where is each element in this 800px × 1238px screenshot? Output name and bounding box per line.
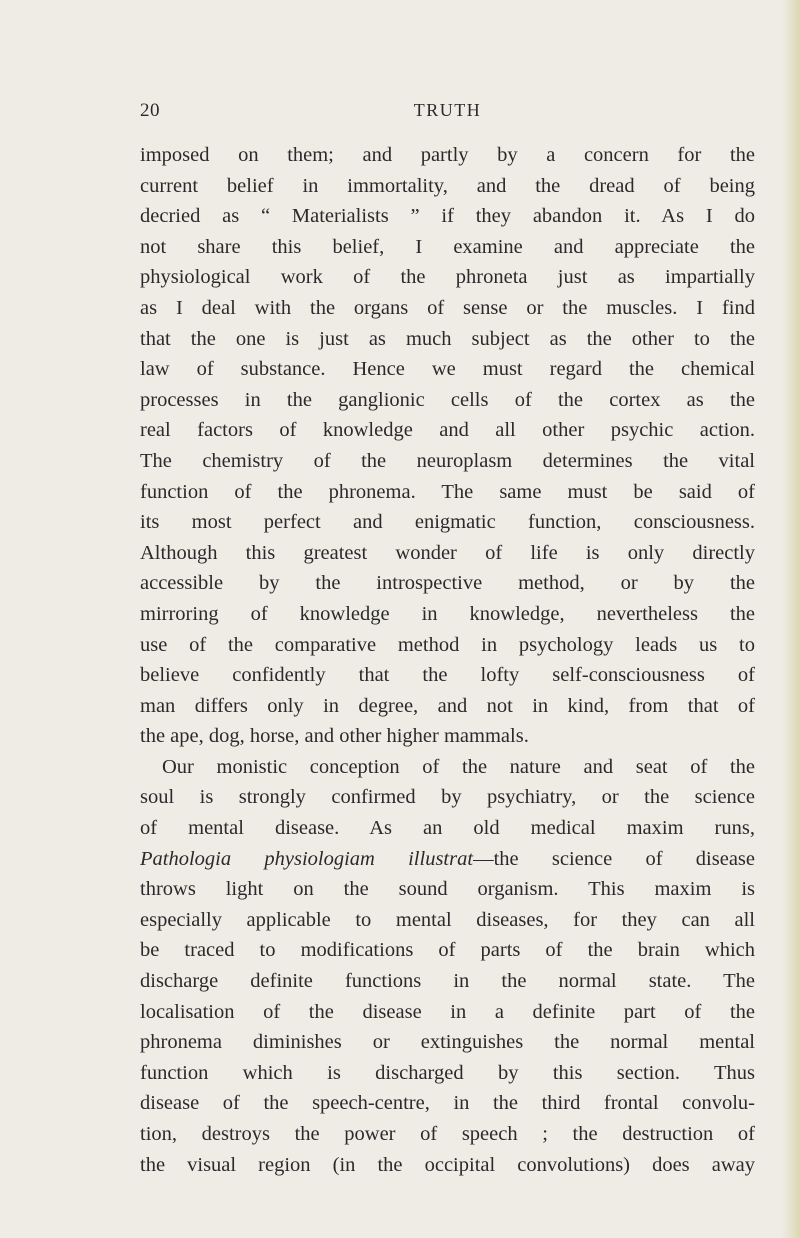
text-line: discharge definite functions in the normal state. The (140, 970, 755, 993)
running-title: TRUTH (413, 100, 482, 120)
text-line: disease of the speech-centre, in the third frontal convolu- (140, 1092, 755, 1115)
text-line: throws light on the sound organism. This maxim is (140, 878, 755, 901)
text-line: real factors of knowledge and all other psychic action. (140, 419, 755, 442)
text-line: especially applicable to mental diseases, for they can all (140, 908, 755, 931)
text-line: believe confidently that the lofty self-consciousness of (140, 664, 755, 687)
text-line: decried as “ Materialists ” if they abandon it. As I do (140, 205, 755, 228)
text-line: physiological work of the phroneta just as impartially (140, 266, 755, 289)
text-line-rest: —the science of disease (473, 847, 755, 870)
text-line: of mental disease. As an old medical maxim runs, (140, 817, 755, 840)
text-line: Although this greatest wonder of life is only directly (140, 541, 755, 564)
page-header (140, 100, 755, 128)
text-line: be traced to modifications of parts of the brain which (140, 939, 755, 962)
text-line: localisation of the disease in a definite part of the (140, 1000, 755, 1023)
text-line: The chemistry of the neuroplasm determines the vital (140, 449, 755, 472)
text-line: Our monistic conception of the nature and seat of the (162, 755, 755, 778)
text-line: soul is strongly confirmed by psychiatry, or the science (140, 786, 755, 809)
body-text (140, 140, 755, 1180)
text-line: law of substance. Hence we must regard the chemical (140, 358, 755, 381)
text-line: function which is discharged by this section. Thus (140, 1061, 755, 1084)
page-edge (782, 0, 800, 1238)
text-line: mirroring of knowledge in knowledge, nevertheless the (140, 602, 755, 625)
text-line: processes in the ganglionic cells of the cortex as the (140, 388, 755, 411)
text-line: accessible by the introspective method, or by the (140, 572, 755, 595)
text-line: its most perfect and enigmatic function, consciousness. (140, 511, 755, 534)
text-line: as I deal with the organs of sense or the muscles. I find (140, 296, 755, 319)
text-line: man differs only in degree, and not in kind, from that of (140, 694, 755, 717)
text-line: current belief in immortality, and the dread of being (140, 174, 755, 197)
page-number: 20 (140, 100, 160, 121)
text-line-with-italic (140, 844, 755, 875)
text-line: function of the phronema. The same must be said of (140, 480, 755, 503)
text-line: the ape, dog, horse, and other higher mammals. (140, 725, 529, 748)
text-line: use of the comparative method in psychology leads us to (140, 633, 755, 656)
text-line: that the one is just as much subject as the other to the (140, 327, 755, 350)
text-line: tion, destroys the power of speech ; the destruction of (140, 1123, 755, 1145)
text-line: imposed on them; and partly by a concern for the (140, 144, 755, 166)
text-line: the visual region (in the occipital convolutions) does away (140, 1153, 755, 1176)
text-line: not share this belief, I examine and appreciate the (140, 235, 755, 258)
text-line: phronema diminishes or extinguishes the normal mental (140, 1031, 755, 1054)
latin-maxim: Pathologia physiologiam illustrat (140, 847, 474, 870)
